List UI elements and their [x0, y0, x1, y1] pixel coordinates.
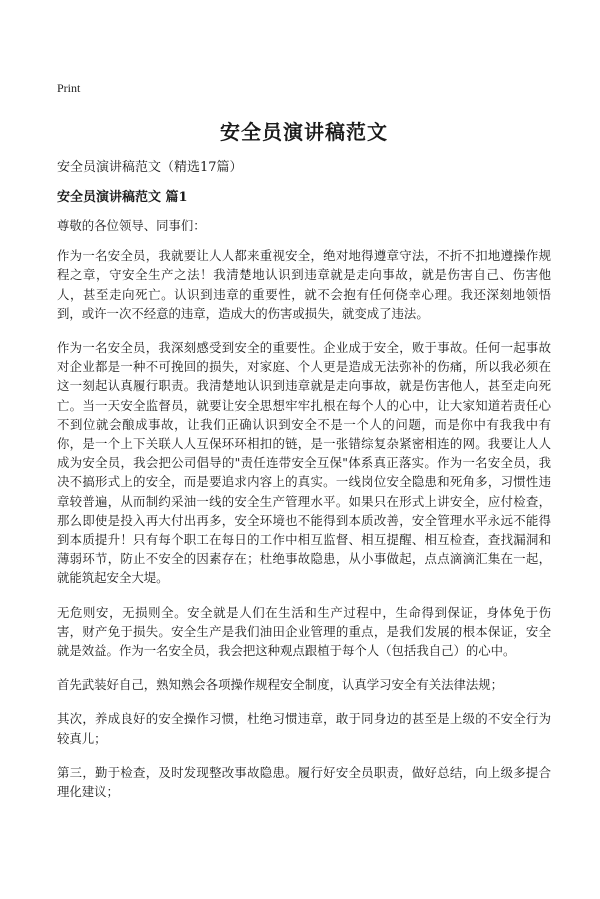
paragraph: 其次，养成良好的安全操作习惯，杜绝习惯违章，敢于同身边的甚至是上级的不安全行为较真儿； [57, 711, 551, 746]
paragraph: 作为一名安全员，我就要让人人都来重视安全，绝对地得遵章守法，不折不扣地遵操作规程之章，守安全生产之法！我清楚地认识到违章就是走向事故，就是伤害自己、伤害他人，甚至走向死亡。认识到违章的重要性，就不会抱有任何侥幸心理。我还深刻地领悟到，或许一次不经意的违章，造成大的伤害或损失，就变成了违法。 [57, 248, 551, 321]
document-body [57, 216, 551, 816]
print-label: Print [57, 81, 81, 95]
greeting-line: 尊敬的各位领导、同事们： [57, 218, 206, 233]
paragraph: 第三，勤于检查，及时发现整改事故隐患。履行好安全员职责，做好总结，向上级多提合理化建议； [57, 764, 551, 800]
document-title: 安全员演讲稿范文 [220, 120, 388, 144]
document-subtitle: 安全员演讲稿范文（精选17篇） [57, 160, 243, 175]
section-heading: 安全员演讲稿范文 篇1 [57, 190, 188, 205]
paragraph: 作为一名安全员，我深刻感受到安全的重要性。企业成于安全，败于事故。任何一起事故对企业都是一种不可挽回的损失，对家庭、个人更是造成无法弥补的伤痛，所以我必须在这一刻起认真履行职责。我清楚地认识到违章就是走向事故，就是伤害他人，甚至走向死亡。当一天安全监督员，就要让安全思想牢牢扎根在每个人的心中，让大家知道若责任心不到位就会酿成事故，让我们正确认识到安全不是一个人的问题，而是你中有我我中有你，是一个上下关联人人互保环环相扣的链，是一张错综复杂紧密相连的网。我要让人人成为安全员，我会把公司倡导的"责任连带安全互保"体系真正落实。作为一名安全员，我决不搞形式上的安全，而是要追求内容上的真实。一线岗位安全隐患和死角多，习惯性违章较普遍，从而制约采油一线的安全生产管理水平。如果只在形式上讲安全，应付检查，那么即使是投入再大付出再多，安全环境也不能得到本质改善，安全管理水平永远不能得到本质提升！只有每个职工在每日的工作中相互监督、相互提醒、相互检查，查找漏洞和薄弱环节，防止不安全的因素存在；杜绝事故隐患，从小事做起，点点滴滴汇集在一起，就能筑起安全大堤。 [57, 340, 551, 586]
paragraph: 首先武装好自己，熟知熟会各项操作规程安全制度，认真学习安全有关法律法规； [57, 677, 504, 693]
paragraph: 无危则安，无损则全。安全就是人们在生活和生产过程中，生命得到保证，身体免于伤害，财产免于损失。安全生产是我们油田企业管理的重点，是我们发展的根本保证，安全就是效益。作为一名安全员，我会把这种观点跟植于每个人（包括我自己）的心中。 [57, 604, 551, 659]
